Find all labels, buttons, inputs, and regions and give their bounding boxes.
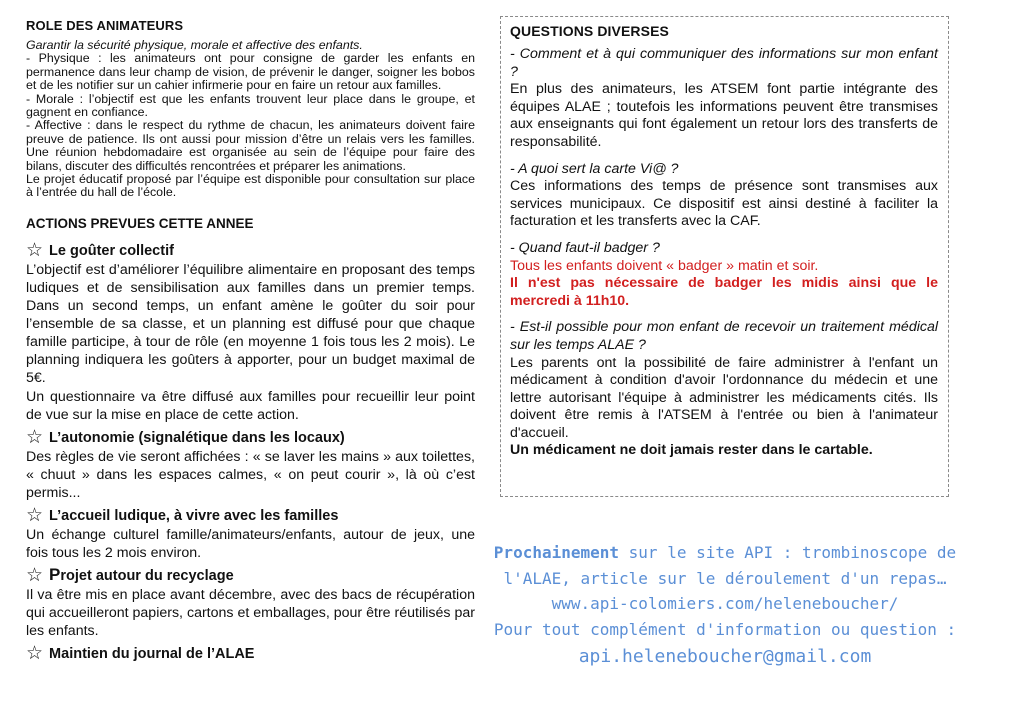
questions-box [500,16,949,497]
answer: En plus des animateurs, les ATSEM font partie intégrante des équipes ALAE ; toutefois les informations peuvent être transmises aux enseignants qui font également un retour lors des transferts de responsabilité. [510,81,938,150]
action-heading-text: L’autonomie (signalétique dans les locaux) [49,429,345,446]
actions-title: ACTIONS PREVUES CETTE ANNEE [26,215,254,231]
question: - Quand faut-il badger ? [510,239,660,256]
note-line-3: Pour tout complément d'information ou question : [493,619,957,639]
role-text [26,39,475,200]
note-strong: Prochainement [493,543,620,562]
info-note [490,540,960,672]
question: - Comment et à qui communiquer des informations sur mon enfant ? [510,46,938,80]
role-morale: - Morale : l’objectif est que les enfants trouvent leur place dans le groupe, et gagnent en confiance. [26,91,475,120]
answer-red-bold: Il n'est pas nécessaire de badger les midis ainsi que le mercredi à 11h10. [510,275,938,309]
left-column [26,18,475,664]
answer [510,355,938,461]
role-affective: - Affective : dans le respect du rythme de chacun, les animateurs doivent faire preuve de patience. Ils ont aussi pour mission d’être un relais vers les familles. Une réunion hebdomadaire est organisée au sein de l’équipe pour faire des bilans, discuter des difficultés rencontrées et préparer les animations. [26,118,475,173]
role-projet: Le projet éducatif proposé par l’équipe est disponible pour consultation sur place à l’entrée du hall de l’école. [26,172,475,200]
action-text: Un échange culturel famille/animateurs/enfants, autour de jeux, une fois tous les 2 mois environ. [26,527,475,562]
note-line-1-text: sur le site API : trombinoscope de l'ALAE, article sur le déroulement d'un repas… [503,543,957,588]
answer-bold: Un médicament ne doit jamais rester dans le cartable. [510,442,873,459]
note-email-link[interactable]: api.heleneboucher@gmail.com [578,646,872,667]
action-heading-initial: P [49,565,61,585]
action-text: L’objectif est d’améliorer l’équilibre alimentaire en proposant des temps ludiques et de sensibilisation aux familles dans un premier temps. Dans un second temps, un enfant amène le goûter du soir pour l’ensemble de sa classe, et un planning est diffusé pour que chaque famille participe, à tour de rôle (en moyenne 1 fois tous les 2 mois). Le planning indiquera les goûters à apporter, pour un budget maximal de 5€. [26,261,475,387]
action-heading-journal [26,643,475,664]
action-text: Il va être mis en place avant décembre, avec des bacs de récupération qui accueilleront papiers, cartons et emballages, pour être réutilisés par les enfants. [26,587,475,640]
star-icon: ☆ [26,643,44,665]
answer [510,258,938,311]
action-heading-accueil [26,505,475,526]
star-icon: ☆ [26,239,44,261]
action-text: Un questionnaire va être diffusé aux familles pour recueillir leur point de vue sur la mise en place de cette action. [26,388,475,423]
star-icon: ☆ [26,505,44,526]
questions-title: QUESTIONS DIVERSES [510,23,669,39]
role-intro: Garantir la sécurité physique, morale et affective des enfants. [26,38,363,52]
note-url-link[interactable]: www.api-colomiers.com/heleneboucher/ [551,594,899,613]
answer-red: Tous les enfants doivent « badger » matin et soir. [510,257,819,274]
star-icon: ☆ [26,426,44,448]
role-physique: - Physique : les animateurs ont pour consigne de garder les enfants en permanence dans leur champ de vision, de prévenir le danger, soigner les bobos et de les notifier sur un cahier infirmerie pour en faire un retour aux familles. [26,51,475,93]
action-heading-recyclage [26,565,475,586]
question: - A quoi sert la carte Vi@ ? [510,160,679,177]
star-icon: ☆ [26,565,44,587]
note-line-1 [490,540,960,591]
action-heading-text: rojet autour du recyclage [60,568,234,585]
action-text: Des règles de vie seront affichées : « se laver les mains » aux toilettes, « chuut » dans les espaces calmes, « on peut courir », là où c’est permis... [26,448,475,501]
action-heading-gouter [26,240,475,261]
action-heading-text: Maintien du journal de l’ALAE [49,646,255,663]
answer-text: Les parents ont la possibilité de faire administrer à l'enfant un médicament à condition d'avoir l'ordonnance du médecin et une lettre autorisant l'équipe à administrer les médicaments cités. Ils doivent être remis à l'ATSEM à l'entrée ou bien à l'animateur d'accueil. [510,354,938,441]
answer: Ces informations des temps de présence sont transmises aux services municipaux. Ce dispositif est ainsi destiné à faciliter la facturation et les transferts avec la CAF. [510,178,938,230]
action-heading-autonomie [26,427,475,448]
action-heading-text: Le goûter collectif [49,242,174,259]
action-heading-text: L’accueil ludique, à vivre avec les familles [49,508,339,524]
question: - Est-il possible pour mon enfant de recevoir un traitement médical sur les temps ALAE ? [510,319,938,353]
role-title: ROLE DES ANIMATEURS [26,18,184,33]
